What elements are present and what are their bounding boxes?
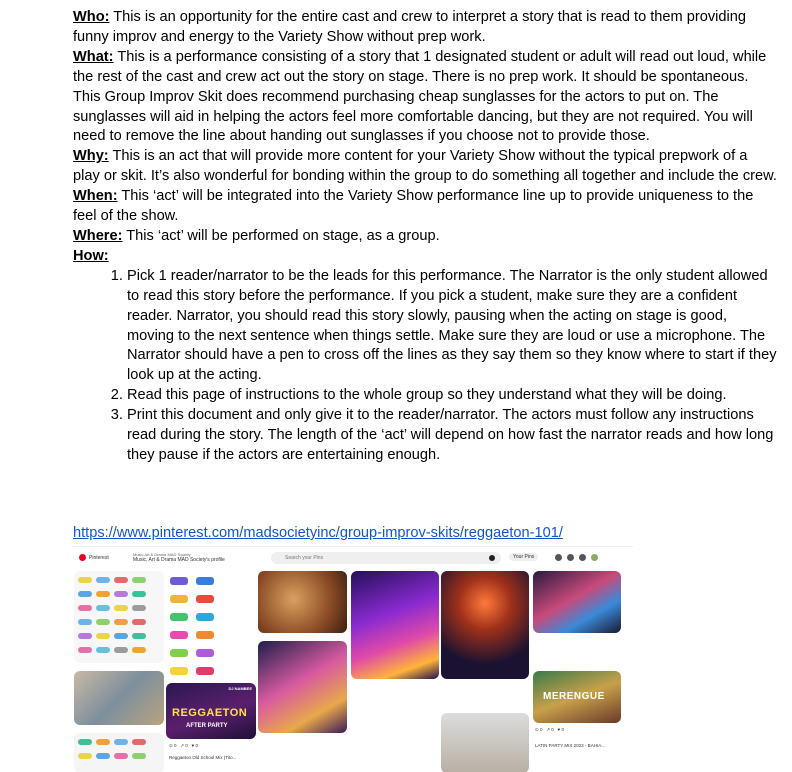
what-text: This is a performance consisting of a story that 1 designated student or adult will read out loud, while the rest of the cast and crew act out the story on stage. There is no prep work. It should be spontaneous. This Group Improv Skit does recommend purchasing cheap sunglasses for the actors to put on. The sunglasses will aid in helping the actors feel more comfortable dancing, but they are not required. You will need to remove the line about handing out sunglasses if you choose not to provide those. [73, 48, 767, 145]
where-label: Where: [73, 227, 123, 244]
banner-after-party: AFTER PARTY [186, 723, 228, 729]
how-step-2: 2. Read this page of instructions to the whole group so they understand what they will be doing. [127, 386, 778, 406]
why-text: This is an act that will provide more content for your Variety Show without the typical prepwork of a play or skit. It’s also wonderful for bonding within the group to do something all together and include the crew. [73, 148, 777, 185]
pinterest-header [73, 547, 633, 569]
profile-small-label: Music Art & Drama MAD Society [133, 552, 191, 557]
pin-dancers-neon [258, 641, 347, 733]
when-paragraph [73, 187, 778, 227]
why-label: Why: [73, 148, 109, 165]
when-label: When: [73, 188, 118, 205]
messages-icon [567, 554, 574, 561]
pins-search-field [271, 552, 501, 564]
your-pins-filter: Your Pins [509, 553, 538, 561]
how-step-1: 1. Pick 1 reader/narrator to be the leads for this performance. The Narrator is the only student allowed to read this story before the performance. If you pick a student, make sure they are a confident reader. Narrator, you should read this story slowly, pausing when the acting on stage is good, moving to the next sentence when things settle. Make sure they are loud or use a microphone. The Narrator should have a pen to cross off the lines as they say them so they know where to start if they look up at the acting. [127, 267, 778, 386]
when-text: This ‘act’ will be integrated into the Variety Show performance line up to provide uniqueness to the feel of the show. [73, 188, 754, 225]
where-text: This ‘act’ will be performed on stage, as a group. [122, 227, 440, 244]
pinterest-board-link[interactable]: https://www.pinterest.com/madsocietyinc/group-improv-skits/reggaeton-101/ [73, 525, 563, 541]
how-label: How: [73, 247, 109, 264]
how-steps-list [73, 267, 778, 466]
who-label: Who: [73, 9, 110, 25]
pin-dance-class-photo [441, 713, 529, 772]
pin-stats-merengue: ⊙ 0 ↗ 0 ♥ 0 [535, 727, 564, 732]
pin-caption-reggaeton: Reggaeton Old School Mix (Tito... [169, 755, 237, 760]
pin-sunglasses-pack [74, 571, 164, 663]
how-step-3: 3. Print this document and only give it to the reader/narrator. The actors must follow any instructions read during the story. The length of the ‘act’ will depend on how fast the narrator reads and how long they pause if the actors are entertaining enough. [127, 406, 778, 466]
pin-merengue-thumb [533, 671, 621, 723]
banner-reggaeton-title: REGGAETON [172, 707, 248, 719]
search-placeholder: Search your Pins [285, 555, 324, 561]
merengue-title: MERENGUE [543, 691, 605, 702]
pinterest-logo-icon [79, 554, 86, 561]
what-paragraph [73, 48, 778, 148]
pinterest-board-screenshot [73, 546, 633, 772]
how-paragraph [73, 247, 778, 267]
what-label: What: [73, 48, 114, 65]
who-paragraph [73, 8, 778, 48]
banner-dj-label: DJ NAMBEE [228, 686, 252, 691]
pin-reggaeton-banner [166, 683, 256, 739]
notifications-icon [555, 554, 562, 561]
clear-search-icon [489, 555, 495, 561]
pin-club-party [533, 571, 621, 633]
updates-icon [579, 554, 586, 561]
why-paragraph [73, 147, 778, 187]
avatar-icon [591, 554, 598, 561]
pin-lanterns-party [441, 571, 529, 679]
pin-dance-crowd-photo [74, 671, 164, 725]
pin-stats: ⊙ 0 ↗ 0 ♥ 0 [169, 743, 198, 748]
pin-neon-sunglasses [166, 571, 254, 679]
instructions-document [73, 8, 778, 466]
pin-party-photo-1 [258, 571, 347, 633]
pin-caption-latin: LATIN PARTY MIX 2023 - BAHIA... [535, 743, 605, 748]
profile-name: Music, Art & Drama MAD Society's profile [133, 557, 225, 563]
where-paragraph [73, 227, 778, 247]
pin-neon-dance-art [351, 571, 439, 679]
profile-switcher [133, 552, 253, 566]
pinterest-brand: Pinterest [89, 555, 109, 561]
pin-sunglasses-bulk [74, 733, 164, 772]
who-text: This is an opportunity for the entire cast and crew to interpret a story that is read to them providing funny improv and energy to the Variety Show without prep work. [73, 9, 746, 45]
